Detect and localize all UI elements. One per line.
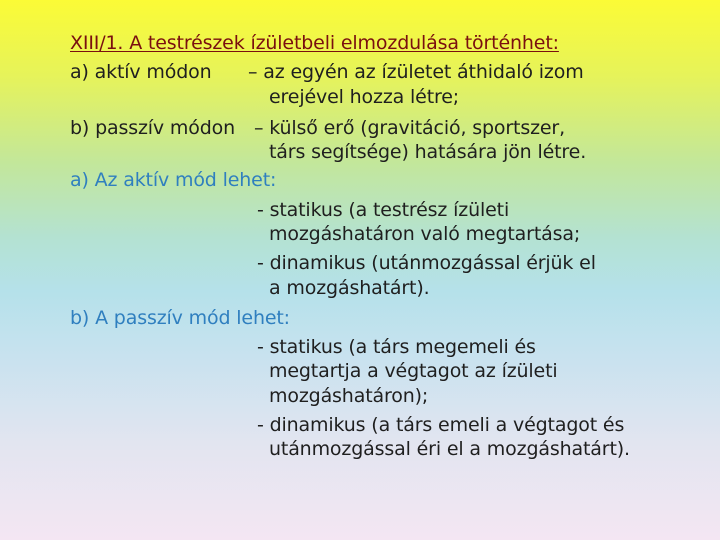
- item-a-text-line-1: – az egyén az ízületet áthidaló izom: [248, 61, 584, 83]
- passive-dynamic-line-1: - dinamikus (a társ emeli a végtagot és: [257, 414, 625, 436]
- active-static-line-1: - statikus (a testrész ízületi: [257, 199, 510, 221]
- active-static-line-2: mozgáshatáron való megtartása;: [269, 223, 581, 245]
- slide-title: XIII/1. A testrészek ízületbeli elmozdulása történhet:: [70, 32, 559, 54]
- active-dynamic-line-1: - dinamikus (utánmozgással érjük el: [257, 252, 596, 274]
- item-b-text-line-2: társ segítsége) hatására jön létre.: [269, 141, 587, 163]
- passive-static-line-2: megtartja a végtagot az ízületi: [269, 360, 558, 382]
- item-a-text-line-2: erejével hozza létre;: [269, 86, 460, 108]
- item-b-label: b) passzív módon: [70, 117, 236, 139]
- active-mode-heading: a) Az aktív mód lehet:: [70, 169, 277, 191]
- active-dynamic-line-2: a mozgáshatárt).: [269, 277, 430, 299]
- passive-mode-heading: b) A passzív mód lehet:: [70, 307, 290, 329]
- passive-static-line-3: mozgáshatáron);: [269, 385, 429, 407]
- item-a-label: a) aktív módon: [70, 61, 212, 83]
- passive-static-line-1: - statikus (a társ megemeli és: [257, 336, 536, 358]
- passive-dynamic-line-2: utánmozgással éri el a mozgáshatárt).: [269, 438, 630, 460]
- item-b-text-line-1: – külső erő (gravitáció, sportszer,: [254, 117, 565, 139]
